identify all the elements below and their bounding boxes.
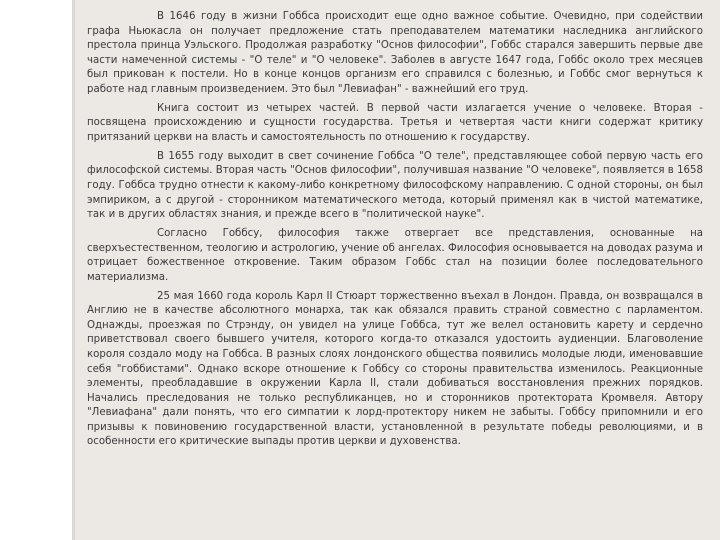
paragraph-4: Согласно Гоббсу, философия также отвергает все представления, основанные на сверхъестественном, теологию и астрологию, учение об ангелах. Философия основывается на доводах разума и отрицает божественное откровение. Таким образом Гоббс стал на позиции более последовательного материализма. — [87, 228, 703, 283]
paragraph-3: В 1655 году выходит в свет сочинение Гоббса "О теле", представляющее собой первую часть его философской системы. Вторая часть "Основ философии", получившая название "О человеке", появляется в 1658 году. Гоббса трудно отнести к какому-либо конкретному философскому направлению. С одной стороны, он был эмпириком, а с другой - сторонником математического метода, который применял как в чистой математике, так и в других областях знания, и прежде всего в "политической науке". — [87, 150, 703, 221]
paragraph-5: 25 мая 1660 года король Карл II Стюарт торжественно въехал в Лондон. Правда, он возвращался в Англию не в качестве абсолютного монарха, так как обязался править страной совместно с парламентом. Однажды, проезжая по Стрэнду, он увидел на улице Гоббса, тут же велел остановить карету и сердечно приветствовал своего бывшего учителя, которого когда-то отказался удостоить аудиенции. Благоволение короля создало моду на Гоббса. В разных слоях лондонского общества появились молодые люди, именовавшие себя "гоббистами". Однако вскоре отношение к Гоббсу со стороны правительства изменилось. Реакционные элементы, преобладавшие в окружении Карла II, стали добиваться восстановления прежних порядков. Начались преследования не только республиканцев, но и сторонников протектората Кромвеля. Автору "Левиафана" дали понять, что его симпатии к лорд-протектору никем не забыты. Гоббсу припомнили и его призывы к повиновению государственной власти, установленной в результате победы революциями, и в особенности его критические выпады против церкви и духовенства. — [87, 290, 703, 448]
paragraph-2: Книга состоит из четырех частей. В первой части излагается учение о человеке. Вторая - посвящена происхождению и сущности государства. Третья и четвертая части книги содержат критику притязаний церкви на власть и самостоятельность по отношению к государству. — [87, 102, 703, 143]
document-body — [87, 10, 703, 454]
paragraph-1: В 1646 году в жизни Гоббса происходит еще одно важное событие. Очевидно, при содействии графа Ньюкасла он получает предложение стать преподавателем математики наследника английского престола принца Уэльского. Продолжая разработку "Основ философии", Гоббс старался завершить первые две части намеченной системы - "О теле" и "О человеке". Заболев в августе 1647 года, Гоббс около трех месяцев был прикован к постели. Но в конце концов организм его справился с болезнью, и Гоббс смог вернуться к работе над главным произведением. Это был "Левиафан" - важнейший его труд. — [87, 11, 703, 95]
left-margin-band — [0, 0, 72, 540]
